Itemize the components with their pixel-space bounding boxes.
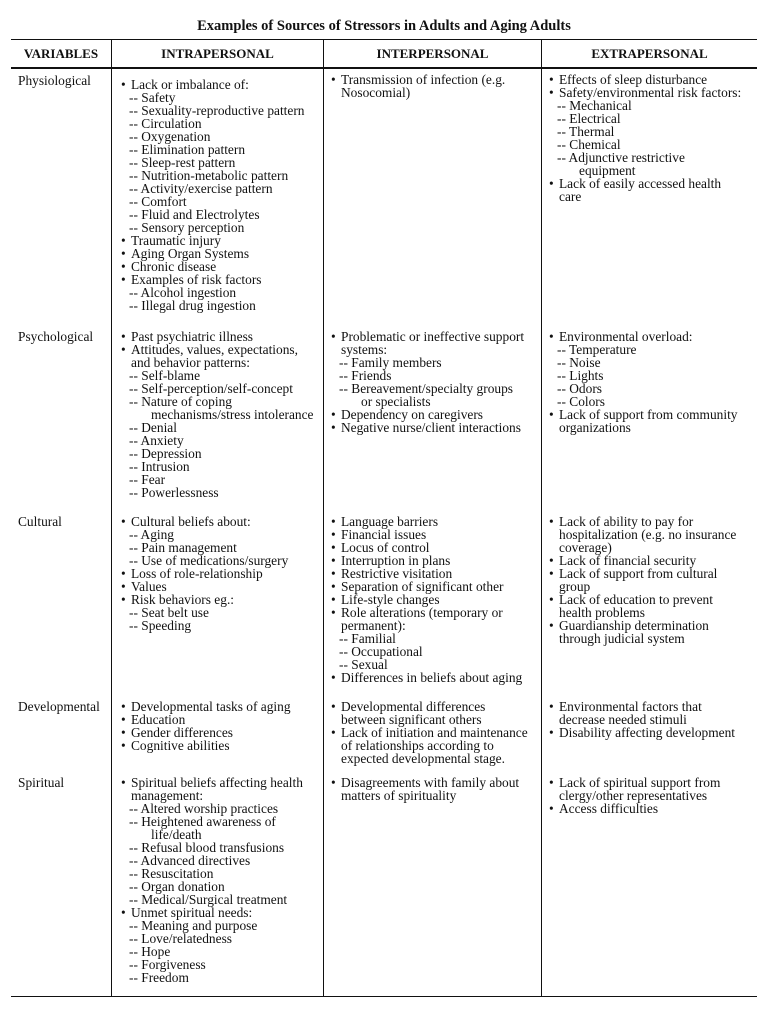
sub-item: -- Circulation <box>129 116 202 131</box>
sub-item: -- Occupational <box>339 644 423 659</box>
sub-item: -- Safety <box>129 90 176 105</box>
bullet-item: • Dependency on caregivers <box>331 408 524 421</box>
bullet-item: • Interruption in plans <box>331 554 522 567</box>
bullet-item: • Differences in beliefs about aging <box>331 671 522 684</box>
bullet-item: • Risk behaviors eg.: <box>121 593 288 606</box>
sub-item: -- Resuscitation <box>129 866 214 881</box>
sub-item: -- Refusal blood transfusions <box>129 840 285 855</box>
bullet-item: • Aging Organ Systems <box>121 247 305 260</box>
sub-item: -- Nutrition-metabolic pattern <box>129 168 289 183</box>
sub-item: -- Temperature <box>557 342 637 357</box>
row-label-cultural: Cultural <box>18 514 62 529</box>
column-divider-3 <box>541 39 542 997</box>
bullet-item: • Guardianship determination <box>549 619 736 632</box>
bullet-item: • Education <box>121 713 291 726</box>
bullet-item: • Financial issues <box>331 528 522 541</box>
bullet-item: • Role alterations (temporary or <box>331 606 522 619</box>
sub-item: -- Organ donation <box>129 879 225 894</box>
sub-item: -- Fear <box>129 472 166 487</box>
cell-spiritual-extrapersonal <box>549 776 720 815</box>
bullet-item: • Lack of support from community <box>549 408 738 421</box>
cell-psychological-intrapersonal <box>121 330 314 499</box>
top-rule <box>11 39 757 40</box>
header-variables: VARIABLES <box>23 46 99 61</box>
continuation-line: permanent): <box>341 618 406 633</box>
sub-item: -- Family members <box>339 355 442 370</box>
bullet-item: • Transmission of infection (e.g. <box>331 73 505 86</box>
bullet-item: • Safety/environmental risk factors: <box>549 86 741 99</box>
bullet-item: • Locus of control <box>331 541 522 554</box>
sub-item: -- Self-blame <box>129 368 201 383</box>
cell-spiritual-interpersonal <box>331 776 519 802</box>
cell-psychological-extrapersonal <box>549 330 738 434</box>
continuation-line: management: <box>131 788 204 803</box>
bullet-item: • Effects of sleep disturbance <box>549 73 741 86</box>
continuation-line: coverage) <box>559 540 612 555</box>
bullet-item: • Lack of financial security <box>549 554 736 567</box>
cell-developmental-intrapersonal <box>121 700 291 752</box>
bullet-item: • Cultural beliefs about: <box>121 515 288 528</box>
continuation-line: systems: <box>341 342 388 357</box>
continuation-line: or specialists <box>361 394 431 409</box>
sub-item: -- Aging <box>129 527 175 542</box>
sub-item: -- Anxiety <box>129 433 184 448</box>
bullet-item: • Spiritual beliefs affecting health <box>121 776 303 789</box>
cell-cultural-intrapersonal <box>121 515 288 632</box>
sub-item: -- Odors <box>557 381 602 396</box>
bullet-item: • Life-style changes <box>331 593 522 606</box>
continuation-line: care <box>559 189 582 204</box>
bullet-item: • Unmet spiritual needs: <box>121 906 303 919</box>
sub-item: -- Chemical <box>557 137 621 152</box>
cell-psychological-interpersonal <box>331 330 524 434</box>
sub-item: -- Altered worship practices <box>129 801 279 816</box>
continuation-line: group <box>559 579 591 594</box>
sub-item: -- Denial <box>129 420 177 435</box>
continuation-line: clergy/other representatives <box>559 788 708 803</box>
sub-item: -- Oxygenation <box>129 129 211 144</box>
bullet-item: • Separation of significant other <box>331 580 522 593</box>
bullet-item: • Values <box>121 580 288 593</box>
sub-item: -- Meaning and purpose <box>129 918 258 933</box>
continuation-line: through judicial system <box>559 631 685 646</box>
row-label-psychological: Psychological <box>18 329 94 344</box>
sub-item: -- Sexuality-reproductive pattern <box>129 103 305 118</box>
sub-item: -- Pain management <box>129 540 237 555</box>
row-label-spiritual: Spiritual <box>18 775 65 790</box>
row-label-developmental: Developmental <box>18 699 100 714</box>
bullet-item: • Environmental factors that <box>549 700 735 713</box>
bullet-item: • Access difficulties <box>549 802 720 815</box>
bullet-item: • Traumatic injury <box>121 234 305 247</box>
sub-item: -- Illegal drug ingestion <box>129 298 256 313</box>
sub-item: -- Intrusion <box>129 459 190 474</box>
sub-item: -- Thermal <box>557 124 615 139</box>
bullet-item: • Examples of risk factors <box>121 273 305 286</box>
sub-item: -- Freedom <box>129 970 189 985</box>
cell-cultural-extrapersonal <box>549 515 736 645</box>
continuation-line: mechanisms/stress intolerance <box>151 407 314 422</box>
bullet-item: • Developmental differences <box>331 700 528 713</box>
sub-item: -- Activity/exercise pattern <box>129 181 273 196</box>
sub-item: -- Speeding <box>129 618 192 633</box>
table-title: Examples of Sources of Stressors in Adults and Aging Adults <box>197 18 571 34</box>
bullet-item: • Lack of ability to pay for <box>549 515 736 528</box>
continuation-line: between significant others <box>341 712 482 727</box>
cell-physiological-extrapersonal <box>549 73 741 203</box>
bottom-rule <box>11 996 757 997</box>
continuation-line: hospitalization (e.g. no insurance <box>559 527 737 542</box>
sub-item: -- Sexual <box>339 657 388 672</box>
column-divider-2 <box>323 39 324 997</box>
header-rule <box>11 67 757 69</box>
sub-item: -- Noise <box>557 355 601 370</box>
bullet-item: • Developmental tasks of aging <box>121 700 291 713</box>
sub-item: -- Lights <box>557 368 604 383</box>
bullet-item: • Loss of role-relationship <box>121 567 288 580</box>
sub-item: -- Heightened awareness of <box>129 814 276 829</box>
sub-item: -- Depression <box>129 446 202 461</box>
cell-developmental-interpersonal <box>331 700 528 765</box>
header-extrapersonal: EXTRAPERSONAL <box>591 46 708 61</box>
bullet-item: • Language barriers <box>331 515 522 528</box>
header-interpersonal: INTERPERSONAL <box>376 46 489 61</box>
cell-spiritual-intrapersonal <box>121 776 303 984</box>
sub-item: -- Elimination pattern <box>129 142 246 157</box>
bullet-item: • Cognitive abilities <box>121 739 291 752</box>
bullet-item: • Disagreements with family about <box>331 776 519 789</box>
bullet-item: • Lack or imbalance of: <box>121 78 305 91</box>
header-intrapersonal: INTRAPERSONAL <box>161 46 274 61</box>
bullet-item: • Lack of initiation and maintenance <box>331 726 528 739</box>
sub-item: -- Colors <box>557 394 605 409</box>
sub-item: -- Sleep-rest pattern <box>129 155 236 170</box>
row-label-physiological: Physiological <box>18 73 91 88</box>
continuation-line: organizations <box>559 420 631 435</box>
sub-item: -- Use of medications/surgery <box>129 553 289 568</box>
bullet-item: • Lack of spiritual support from <box>549 776 720 789</box>
continuation-line: and behavior patterns: <box>131 355 250 370</box>
bullet-item: • Problematic or ineffective support <box>331 330 524 343</box>
cell-developmental-extrapersonal <box>549 700 735 739</box>
continuation-line: Nosocomial) <box>341 85 411 100</box>
sub-item: -- Familial <box>339 631 396 646</box>
continuation-line: decrease needed stimuli <box>559 712 687 727</box>
bullet-item: • Gender differences <box>121 726 291 739</box>
sub-item: -- Hope <box>129 944 171 959</box>
sub-item: -- Electrical <box>557 111 621 126</box>
bullet-item: • Past psychiatric illness <box>121 330 314 343</box>
sub-item: -- Advanced directives <box>129 853 251 868</box>
bullet-item: • Lack of easily accessed health <box>549 177 741 190</box>
sub-item: -- Mechanical <box>557 98 632 113</box>
sub-item: -- Powerlessness <box>129 485 219 500</box>
continuation-line: health problems <box>559 605 645 620</box>
bullet-item: • Disability affecting development <box>549 726 735 739</box>
sub-item: -- Alcohol ingestion <box>129 285 237 300</box>
bullet-item: • Lack of support from cultural <box>549 567 736 580</box>
bullet-item: • Negative nurse/client interactions <box>331 421 524 434</box>
continuation-line: life/death <box>151 827 202 842</box>
sub-item: -- Nature of coping <box>129 394 232 409</box>
bullet-item: • Chronic disease <box>121 260 305 273</box>
cell-physiological-interpersonal <box>331 73 505 99</box>
sub-item: -- Sensory perception <box>129 220 245 235</box>
sub-item: -- Medical/Surgical treatment <box>129 892 288 907</box>
bullet-item: • Attitudes, values, expectations, <box>121 343 314 356</box>
sub-item: -- Comfort <box>129 194 187 209</box>
sub-item: -- Bereavement/specialty groups <box>339 381 514 396</box>
cell-cultural-interpersonal <box>331 515 522 684</box>
continuation-line: expected developmental stage. <box>341 751 505 766</box>
continuation-line: equipment <box>579 163 636 178</box>
sub-item: -- Self-perception/self-concept <box>129 381 293 396</box>
sub-item: -- Friends <box>339 368 392 383</box>
bullet-item: • Lack of education to prevent <box>549 593 736 606</box>
sub-item: -- Adjunctive restrictive <box>557 150 685 165</box>
continuation-line: matters of spirituality <box>341 788 457 803</box>
sub-item: -- Love/relatedness <box>129 931 232 946</box>
bullet-item: • Environmental overload: <box>549 330 738 343</box>
cell-physiological-intrapersonal <box>121 78 305 312</box>
sub-item: -- Seat belt use <box>129 605 209 620</box>
continuation-line: of relationships according to <box>341 738 494 753</box>
sub-item: -- Fluid and Electrolytes <box>129 207 260 222</box>
sub-item: -- Forgiveness <box>129 957 206 972</box>
bullet-item: • Restrictive visitation <box>331 567 522 580</box>
